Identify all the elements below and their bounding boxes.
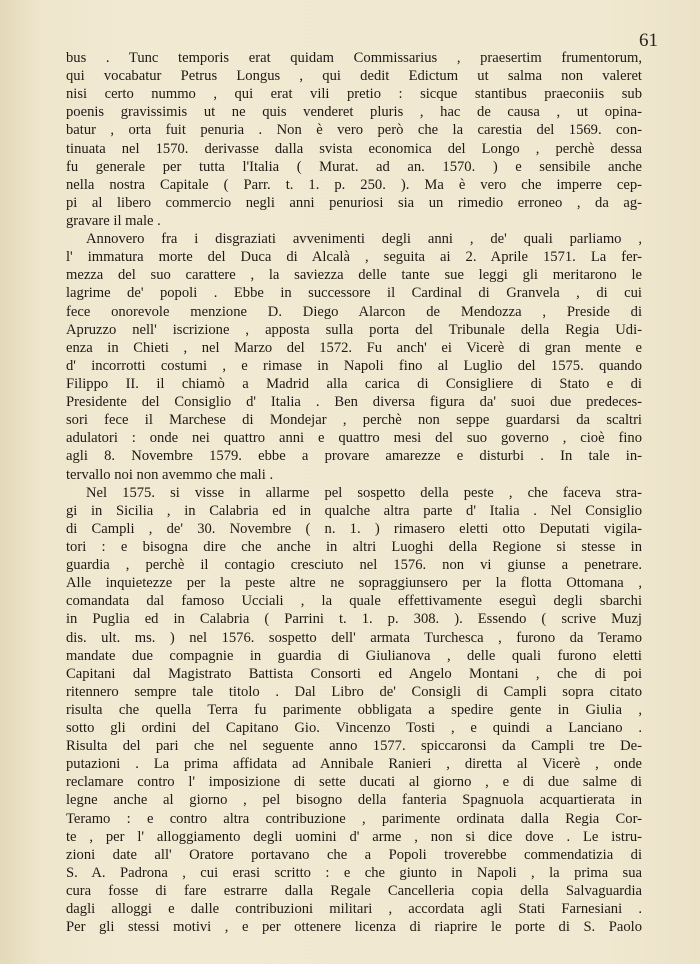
text-line: Capitani dal Magistrato Battista Consorti ed Angelo Montani , che di poi [66, 665, 642, 682]
text-line: in Puglia ed in Calabria ( Parrini t. 1. p. 308. ). Essendo ( scrive Muzj [66, 611, 642, 628]
text-line: zioni date all' Oratore portavano che a Popoli troverebbe commendatizia di [66, 846, 642, 863]
text-line: te , per l' alloggiamento degli uomini d' arme , non si dice dove . Le istru- [66, 828, 642, 845]
page-number: 61 [639, 30, 658, 51]
text-line: sori fece il Marchese di Mondejar , perchè non seppe guardarsi da scaltri [66, 412, 642, 429]
text-line: Per gli stessi motivi , e per ottenere licenza di riaprire le porte di S. Paolo [66, 919, 642, 936]
text-line: reclamare contro l' imposizione di sette ducati al giorno , e di due salme di [66, 774, 642, 791]
text-line: gi in Sicilia , in Calabria ed in qualche altra parte d' Italia . Nel Consiglio [66, 502, 642, 519]
body-text [66, 49, 642, 936]
text-line: Filippo II. il chiamò a Madrid alla carica di Consigliere di Stato e di [66, 375, 642, 392]
text-line: adulatori : onde nei quattro anni e quattro mesi del suo governo , cioè fino [66, 430, 642, 447]
text-line: gravare il male . [66, 212, 161, 229]
text-line: lagrime de' popoli . Ebbe in successore il Cardinal di Granvela , di cui [66, 285, 642, 302]
text-line: Risulta del pari che nel seguente anno 1577. spiccaronsi da Campli tre De- [66, 738, 642, 755]
text-line: d' incorrotti costumi , e rimase in Napoli fino al Luglio del 1575. quando [66, 357, 642, 374]
text-line: risulta che quella Terra fu parimente obbligata a spedire gente in Giulia , [66, 701, 642, 718]
text-line: Annovero fra i disgraziati avvenimenti degli anni , de' quali parliamo , [86, 231, 642, 248]
text-line: Teramo : e contro altra contribuzione , parimente ordinata dalla Regia Cor- [66, 810, 642, 827]
text-line: di Campli , de' 30. Novembre ( n. 1. ) rimasero eletti otto Deputati vigila- [66, 520, 642, 537]
text-line: S. A. Padrona , cui erasi scritto : e che giunto in Napoli , la prima sua [66, 864, 642, 881]
text-line: bus . Tunc temporis erat quidam Commissarius , praesertim frumentorum, [66, 50, 642, 66]
text-line: nella nostra Capitale ( Parr. t. 1. p. 250. ). Ma è vero che imperre cep- [66, 176, 642, 193]
text-line: dis. ult. ms. ) nel 1576. sospetto dell' armata Turchesca , furono da Teramo [66, 629, 642, 646]
text-line: tervallo noi non avemmo che mali . [66, 466, 274, 483]
text-line: Apruzzo nell' iscrizione , apposta sulla porta del Tribunale della Regia Udi- [66, 321, 642, 338]
text-line: l' immatura morte del Duca di Alcalà , seguita ai 2. Aprile 1571. La fer- [66, 249, 642, 266]
text-line: enza in Chieti , nel Marzo del 1572. Fu anch' ei Vicerè di gran mente e [66, 339, 642, 356]
text-line: agli 8. Novembre 1579. ebbe a provare amarezze e disturbi . In tale in- [66, 448, 642, 465]
text-line: dagli alloggi e dalle contribuzioni militari , accordata agli Stati Farnesiani . [66, 901, 642, 918]
text-line: cura fosse di fare estrarre dalla Regale Cancelleria copia della Salvaguardia [66, 883, 642, 900]
text-line: legne anche al giorno , pel bisogno della fanteria Spagnuola acquartierata in [66, 792, 642, 809]
text-line: tinuata nel 1570. derivasse dalla svista economica del Longo , perchè dessa [66, 140, 642, 157]
text-line: tori : e bisogna dire che anche in altri Luoghi della Regione si stesse in [66, 538, 642, 555]
text-line: Nel 1575. si visse in allarme pel sospetto della peste , che faceva stra- [86, 484, 642, 501]
text-line: qui vocabatur Petrus Longus , qui dedit Edictum ut salma non valeret [66, 68, 642, 85]
text-line: poenis gravissimis ut ne quis venderet pluris , hac de causa , ut opina- [66, 104, 642, 121]
text-line: batur , orta fuit penuria . Non è vero però che la carestia del 1569. con- [66, 122, 642, 139]
text-line: nisi certo nummo , qui erat vili pretio : sicque stantibus praeconiis sub [66, 86, 642, 103]
text-line: fu generale per tutta l'Italia ( Murat. ad an. 1570. ) e sensibile anche [66, 158, 642, 175]
text-line: pi al libero commercio negli anni penuriosi sia un rimedio erroneo , da ag- [66, 194, 642, 211]
text-line: mezza del suo carattere , la saviezza delle tante sue leggi gli meritarono le [66, 267, 642, 284]
text-line: guardia , perchè il contagio cresciuto nel 1576. non vi giunse a penetrare. [66, 557, 642, 574]
text-line: mandate due compagnie in guardia di Giulianova , delle quali furono eletti [66, 647, 642, 664]
text-line: comandata dal famoso Ucciali , la quale effettivamente eseguì degli sbarchi [66, 593, 642, 610]
text-line: Alle inquietezze per la peste altre ne sopraggiunsero per la flotta Ottomana , [66, 575, 642, 592]
text-line: ritennero sempre tale titolo . Dal Libro de' Consigli di Campli sopra citato [66, 683, 642, 700]
text-line: fece onorevole menzione D. Diego Alarcon de Mendozza , Preside di [66, 303, 642, 320]
text-line: sotto gli ordini del Capitano Gio. Vincenzo Tosti , e quindi a Lanciano . [66, 720, 642, 737]
text-line: putazioni . La prima affidata ad Annibale Ranieri , diretta al Vicerè , onde [66, 756, 642, 773]
text-line: Presidente del Consiglio d' Italia . Ben diversa figura da' suoi due predeces- [66, 394, 642, 411]
